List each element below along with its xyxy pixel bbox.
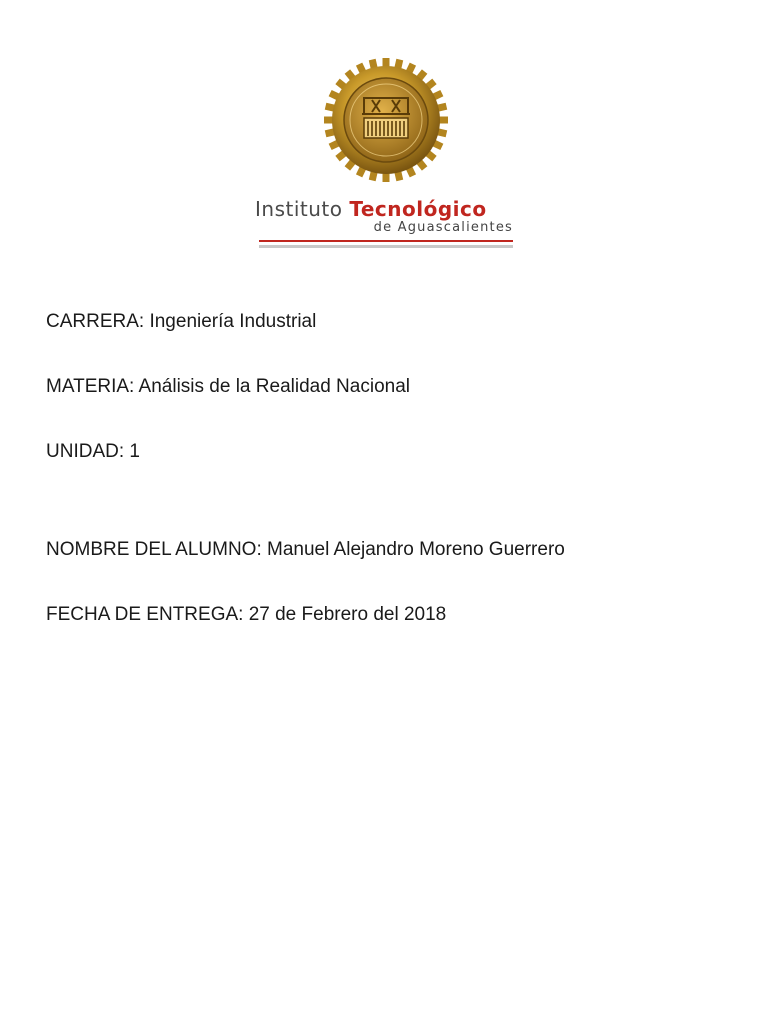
institute-subtitle: de Aguascalientes [373,220,513,235]
logo-grey-rule [259,245,513,248]
materia-field: MATERIA: Análisis de la Realidad Nacional [46,376,410,397]
nombre-alumno-field: NOMBRE DEL ALUMNO: Manuel Alejandro Moreno Guerrero [46,539,565,560]
unidad-field: UNIDAD: 1 [46,441,140,462]
fecha-entrega-field: FECHA DE ENTREGA: 27 de Febrero del 2018 [46,604,447,625]
institute-name-part2: Tecnológico [349,197,487,221]
institute-name-part1: Instituto [255,197,350,221]
logo-red-rule [259,240,513,242]
institute-name [255,196,487,222]
institute-seal-icon [314,56,458,184]
institute-logo-wordmark [255,196,517,254]
carrera-field: CARRERA: Ingeniería Industrial [46,311,317,332]
